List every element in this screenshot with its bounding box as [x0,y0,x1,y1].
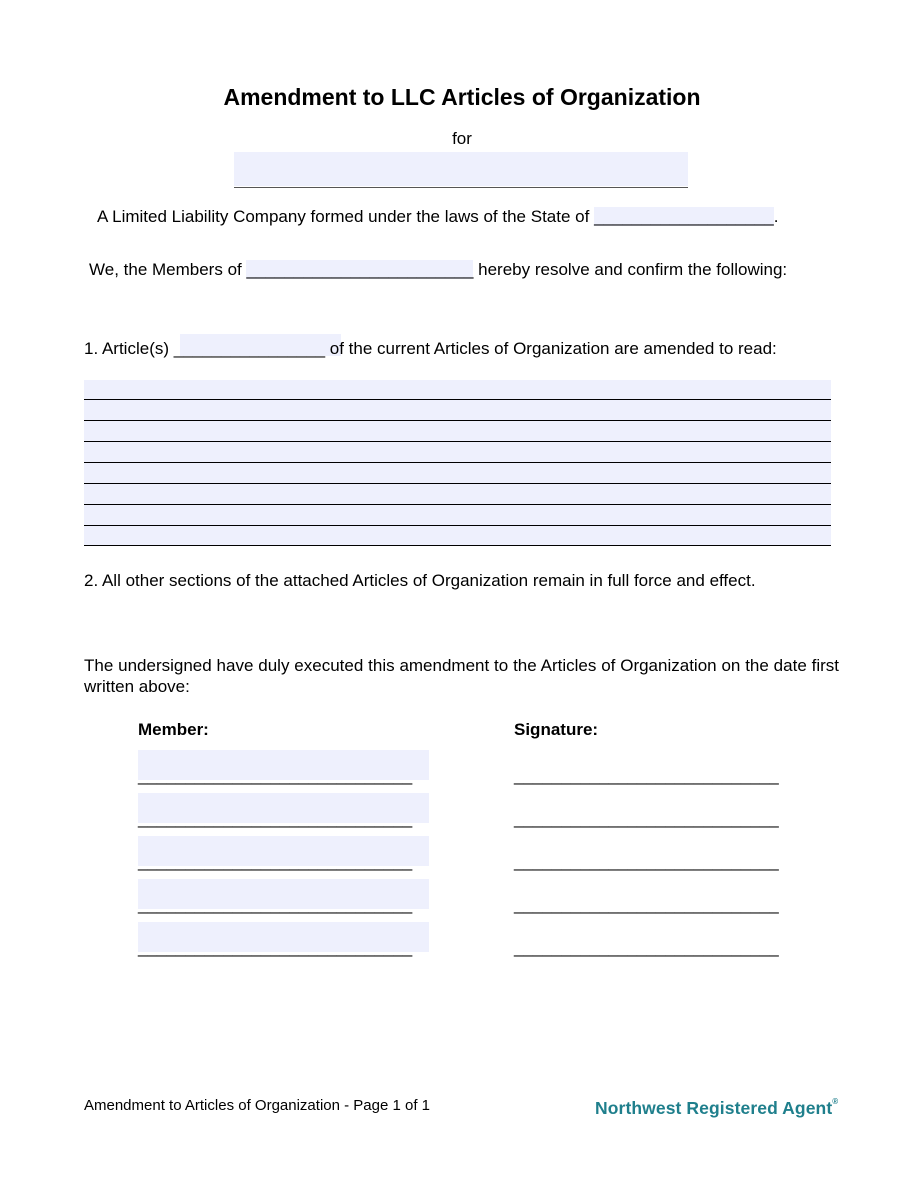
state-line-suffix: . [773,207,779,226]
signature-blank[interactable]: ____________________________ [514,852,779,871]
article-number-field[interactable]: ________________ [173,339,326,358]
amendment-line [84,420,831,421]
article-line [84,338,777,359]
amendment-line [84,441,831,442]
company-name-underline [234,187,688,188]
article-prefix: 1. Article(s) [84,339,170,358]
executed-paragraph: The undersigned have duly executed this amendment to the Articles of Organization on the date first written above: [84,656,839,696]
for-label: for [452,129,472,148]
company-name-field[interactable] [234,152,688,186]
state-field[interactable]: ___________________ [594,207,774,226]
member-name-blank: _____________________________ [138,895,413,914]
members-suffix: hereby resolve and confirm the following: [478,260,788,279]
members-line [89,259,787,280]
members-prefix: We, the Members of [89,260,242,279]
brand-name: Northwest Registered Agent [595,1098,833,1118]
amendment-text-field[interactable] [84,380,831,546]
member-name-blank: _____________________________ [138,809,413,828]
member-name-blank: _____________________________ [138,766,413,785]
amendment-line [84,462,831,463]
state-line [97,206,778,227]
signature-blank[interactable]: ____________________________ [514,938,779,957]
signature-header: Signature: [514,720,599,739]
state-line-prefix: A Limited Liability Company formed under the laws of the State of [97,207,590,226]
registered-mark: ® [832,1097,839,1107]
amendment-line [84,399,831,400]
amendment-line [84,545,831,546]
section-2-text: 2. All other sections of the attached Articles of Organization remain in full force and effect. [84,571,756,590]
document-title: Amendment to LLC Articles of Organization [223,84,701,110]
llc-name-field[interactable]: ________________________ [246,260,474,279]
member-header: Member: [138,720,209,739]
amendment-line [84,483,831,484]
member-name-blank: _____________________________ [138,938,413,957]
member-name-blank: _____________________________ [138,852,413,871]
signature-blank[interactable]: ____________________________ [514,895,779,914]
amendment-line [84,525,831,526]
brand-logo [595,1098,838,1119]
signature-blank[interactable]: ____________________________ [514,809,779,828]
amendment-line [84,504,831,505]
signature-blank[interactable]: ____________________________ [514,766,779,785]
article-suffix: of the current Articles of Organization are amended to read: [329,339,777,358]
footer-page-label: Amendment to Articles of Organization - Page 1 of 1 [84,1097,431,1114]
